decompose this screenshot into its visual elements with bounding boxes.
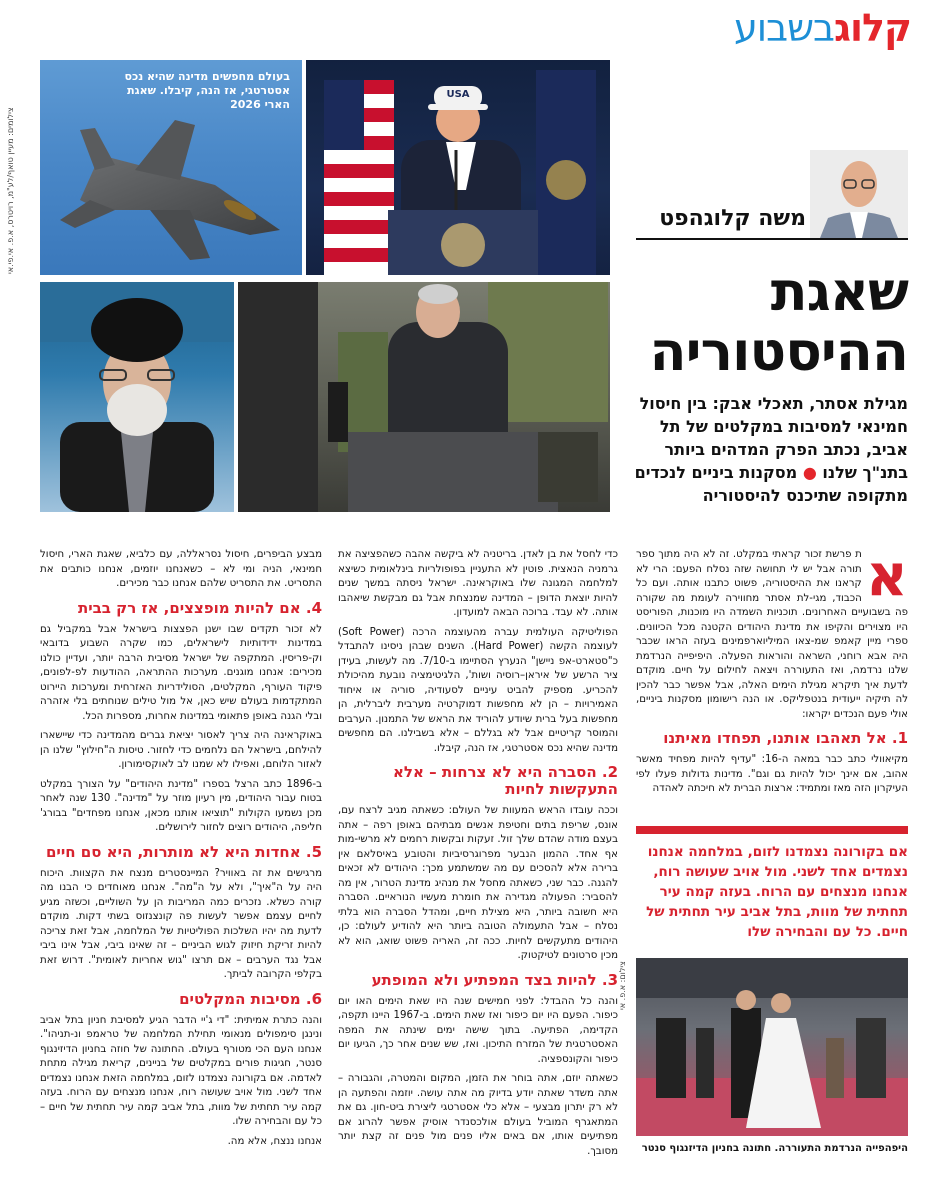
pull-quote-bar (636, 826, 908, 834)
article-column-3 (40, 548, 322, 1154)
paragraph: כשאתה יוזם, אתה בוחר את הזמן, המקום והמטרה, והגבורה – אתה משדר שאתה יודע בדיוק מה אתה עושה. יוזמה והפתעה הן לא רק יתרון מבצעי – אלא כלי אסטרטגי ליצירת ביט-חון. גם את המתאגרף המוביל בעולם אולכסנדר אוסיק אפשר להרוג אם מפתיעים אותו, אם באים אליו פנים מול פנים זה קצת יותר מסובך. (338, 1073, 618, 1157)
photo-fighter-jet (40, 60, 302, 275)
section-heading-2: 2. הסברה היא לא צרחות – אלא התעקשות לחיות (392, 763, 618, 798)
wedding-photo-caption: היפהפייה הנרדמת התעוררה. חתונה בחניון הדיזנגוף סנטר (641, 1143, 908, 1154)
paragraph: כדי לחסל את בן לאדן. בריטניה לא ביקשה אהבה כשהפציצה את גרמניה הנאצית. פוטין לא התעניין בפופולריות בינלאומית כשיצא למלחמה המגונה שלו באוקראינה. ישראל ניסתה במשך שנים להיות יוצאת הדופן – המדינה שמנצחת אבל גם מבקשת שיאהבו אותה. לא עבד. ברוכה הבאה למועדון. (338, 549, 618, 618)
section-heading-5: 5. אחדות היא לא מותרות, היא סם חיים (45, 842, 322, 861)
photo-khamenei (40, 282, 234, 512)
drop-cap: א (865, 541, 908, 609)
photo-trump-podium (306, 60, 610, 275)
paragraph: באוקראינה היה צריך לאסור יציאת גברים מהמדינה כדי שיישארו להילחם, בישראל הם נלחמים כדי לחזור. טיסות ה"חילוץ" שלנו הן לאזור הלוחם, ואפילו לא שמנו לב לאוקסימורון. (40, 730, 322, 770)
author-name: משה קלוגהפט (659, 206, 806, 231)
photo-netanyahu-briefing (238, 282, 610, 512)
author-portrait (810, 150, 908, 238)
cap-text: USA (446, 89, 470, 100)
wedding-scene (636, 958, 908, 1136)
article-column-2 (338, 548, 618, 1164)
wedding-photo-credit: צילום: א.פ. אי (618, 961, 627, 1010)
subtitle-part-2: מסקנות ביניים לנכדים מתקופה שתיכנס להיסטוריה (634, 463, 908, 505)
author-divider (636, 238, 908, 240)
pull-quote: אם בקורונה נצמדנו לזום, במלחמה אנחנו נצמדים אחד לשני. מול אויב שעושה רוח, אנחנו מנצחים עם הרוח. בעזה קמה עיר תחתית של מוות, בתל אביב עיר תחתית של חיים. כל עם והבחירה שלו (646, 844, 908, 940)
logo-part-1: קלוג (834, 6, 911, 50)
section-heading-3: 3. להיות בצד המפתיע ולא המופתע (371, 970, 618, 989)
section-heading-1: 1. אל תאהבו אותנו, תפחדו מאיתנו (663, 729, 908, 747)
paragraph: לא זכור תקדים שבו ישנן הפצצות בישראל אבל במקביל גם במדינות ידידותיות לישראלים, כמו שקרה השבוע בדובאי וק-פריסין. המתקפה של ישראל מסיבית הרבה יותר, ועדיין כולנו מכירים: אנחנו מוגנים. מערכות ההתראה, ההודעות לפ-לפונים, פיקוד העורף, המקלטים, הסולידריות האזרחית ומערכות היירוט המתקדמות בעולם שיש כאן, אל מול טילים שנוחתים בלי אזהרה ובלי הגנה באופן פתאומי במדינות אחרות, מספרות הכל. (40, 623, 322, 722)
photo-wedding-parking (636, 958, 908, 1136)
article-title (620, 262, 908, 382)
title-line-2: ההיסטוריה (649, 320, 908, 383)
briefing-room-scene (238, 282, 610, 512)
magazine-logo (734, 8, 911, 48)
paragraph: מבצע הביפרים, חיסול נסראללה, עם כלביא, שאגת הארי, חיסול חמינאי, הניה ומי לא – כשאנחנו יוזמים, אנחנו כותבים את התסריט. את התסריט שלהם אנחנו כבר מכירים. (40, 549, 322, 589)
cleric-portrait (40, 282, 234, 512)
intro-paragraph: א ת פרשת זכור קראתי במקלט. זה לא היה מתוך ספר תורה אבל יש לי תחושה שזה נסלח הפעם: הרי לא קראנו את ההיסטוריה, פשוט כתבנו אותה. ועם כל הכבוד, מגי-לת אסתר מחווירה לעומת מה שקורה פה בשבועיים האחרונים. תוכניות השמדה היו מוכנות, הפוריסט היו מצוירים והקיפו את מדינת היהודים הקטנה מכל הכיוונים. ספרי מיין קאמפ שמ-צאו המיליוארפמינים בעזה הראו שכבר היה אבא רוחני, השראה והוראות הפעלה. היפיפייה הנרדמת שלנו נרדמה, ואז התעוררה ויצאה לחילום על חיים. מוקדם לדעת איך תיקרא מגילת הימים האלה, אבל אפשר כבר להכין לה תיקיה ייעודית בנטפליקס. או הנה רישומון מסקנות ביניים, אולי פעם הנכדים יקראו: (636, 541, 908, 720)
author-photo (810, 150, 908, 238)
bullet-icon: ● (802, 463, 817, 482)
article-subtitle (624, 392, 908, 507)
paragraph: מרגישים את זה באוויר? המיינסטרים מנצח את הקצוות. היכוח היה על ה"איך", ולא על ה"מה". אנחנו מאוחדים כי הבנו מה קורה כשלא. נזכרים כמה המריבות הן על השוליים, וכשזה מגיע לחיים עצמם אפשר לעשות פה קונצנזוס בשתי דקות. מוקדם לדעת מה יהיו השלכות הפוליטיות של המלחמה, אבל זאת צריכה להיות זריקת חיזוק לגוש הביניים – זה שאינו ביבי, אבל אינו ביבי אבל נגד הערבים – אם תרצו "גוש אחריות לאומית". דרוש זאת בקלפי הקרובה לביתך. (40, 867, 322, 980)
title-line-1: שאגת (770, 260, 908, 323)
paragraph: אנחנו ננצח, אלא מה. (227, 1135, 322, 1147)
paragraph: מקיאוולי כתב כבר במאה ה-16: "עדיף להיות מפחיד מאשר אהוב, אם אינך יכול להיות גם וגם". מדינות גדולות פעלו לפי העיקרון הזה מאז ומתמיד: ארצות הברית לא חיכתה לאהדה (636, 754, 908, 794)
jet-photo-caption: בעולם מחפשים מדינה שהיא נכס אסטרטגי, אז הנה, קיבלו. שאגת הארי 2026 (124, 70, 290, 111)
section-heading-4: 4. אם להיות מופצצים, אז רק בבית (78, 598, 322, 617)
paragraph: וככה עובדו הראש המעוות של העולם: כשאתה מגיב לרצח עם, אונס, שריפת בתים וחטיפת אנשים מבתיהם באופן רפה – אתה בעצם מודה שהדם שלך זול. זעקות ובקשות רחמים לא מרשי-מות אף אחד. ההמון הנבער מפרוגרסיביות והטובע באיסלאם אין ברירה אלא להסכים עם מה שמשתמע מכך: היהודים לא זכאים להגנה. כבר שני, כשאתה מחסל את מנהיג מדינת הטרור, אין מה להסביר: הפעולה מגדירה את חומרת מעשיו הנוראיים. הסברה היא חשובה ביותר, היא מצילת חיים, ומהדל הסברה הוא בלתי נסלח – אבל התעמולה הטובה ביותר היא להודיע לעולם: כן, היהודים מתעקשים לחיות. ככה זה, האריה פשוט שואג, הוא לא מכין סרטונים לטיקטוק. (338, 805, 618, 961)
article-column-1 (636, 541, 908, 802)
photo-credit-vertical: צילומים: מעיין טואף/לע"מ, רויטרס, א.פ. אי.פי.אי (6, 107, 15, 274)
us-flag-icon (324, 80, 394, 275)
paragraph: והנה כתרת אמיתית: "די ג'יי הדבר הגיע למסיבת חניון בתל אביב ונינגן סימפולים מנאומי תחילת המלחמה של טראמפ ונ-תניהו". אנחנו העם הכי מטורף בעולם. החתונה של חוזה בחניון הדיזינגוף סנטר, חגיגות פורים במקלטים של בניינים, קריאת מגילה מתחת לאדמה. אם בקורונה נצמדנו לזום, במלחמה הזאת אנחנו נצמדים אחד לשני. מול אויב שעושה רוח, אנחנו מנצחים עם הרוח. בעזה קמה עיר תחתית של מוות, בתל אביב קמה עיר תחתית של חיים – כל עם והבחירה שלו. (40, 1014, 322, 1127)
paragraph: והנה כל ההבדל: לפני חמישים שנה היו שאת הימים האו יום כיפור. הפעם היו יום כיפור ואז שאת הימים. ב-1967 היינו תקפה, הקדימה, הפתיעה. בתוך שישה ימים שינתה את המפה האסטרטגית של המזרח התיכון. ואז, שש שנים אחר כך, הגיעו יום כיפור והקונספציה. (338, 995, 618, 1065)
section-heading-6: 6. מסיבות המקלטים (179, 989, 322, 1008)
subtitle-part-1: מגילת אסתר, תאכלי אבק: בין חיסול חמינאי למסיבות במקלטים של תל אביב, נכתב הפרק המדהים ביותר בתנ"ך שלנו (639, 394, 908, 482)
paragraph: הפוליטיקה העולמית עברה מהעוצמה הרכה (Soft Power) לעוצמה הקשה (Hard Power). השנים שבהן ניסינו להתבדל כ"סטארט-אפ ניישן" הנערץ הסתיימו ב-7/10. מה לעשות, בעידן ציר הרשע של איראן–רוסיה ושות', הלגיטימציה נובעת מהיכולת להכריע. מספיק להביט עיניים לסעודיה, סוריה או איחוד האמירויות – הן לא מחפשות דמוקרטיה מערבית ליברלית, הן מחפשות בעל ברית שיודע להוריד את הראש של התמנון. הערבים והמוסר קריטיים אבל לא בגללם – אלא בשבילנו. הם מחפשים מדינה שהיא נכס אסטרטגי, אז הנה, קיבלו. (338, 626, 619, 754)
logo-part-2: בשבוע (733, 6, 834, 50)
paragraph: ב-1896 כתב הרצל בספרו "מדינת היהודים" על הצורך במקלט בטוח עבור היהודים, מין רעיון מוזר על "מדינה". 130 שנה לאחר מכן נשמעו הקולות "תוציאו אותנו מכאן, אנחנו מפחדים" בבורג' חליפה, היהודים רוצים לחזור לירושלים. (40, 778, 322, 833)
